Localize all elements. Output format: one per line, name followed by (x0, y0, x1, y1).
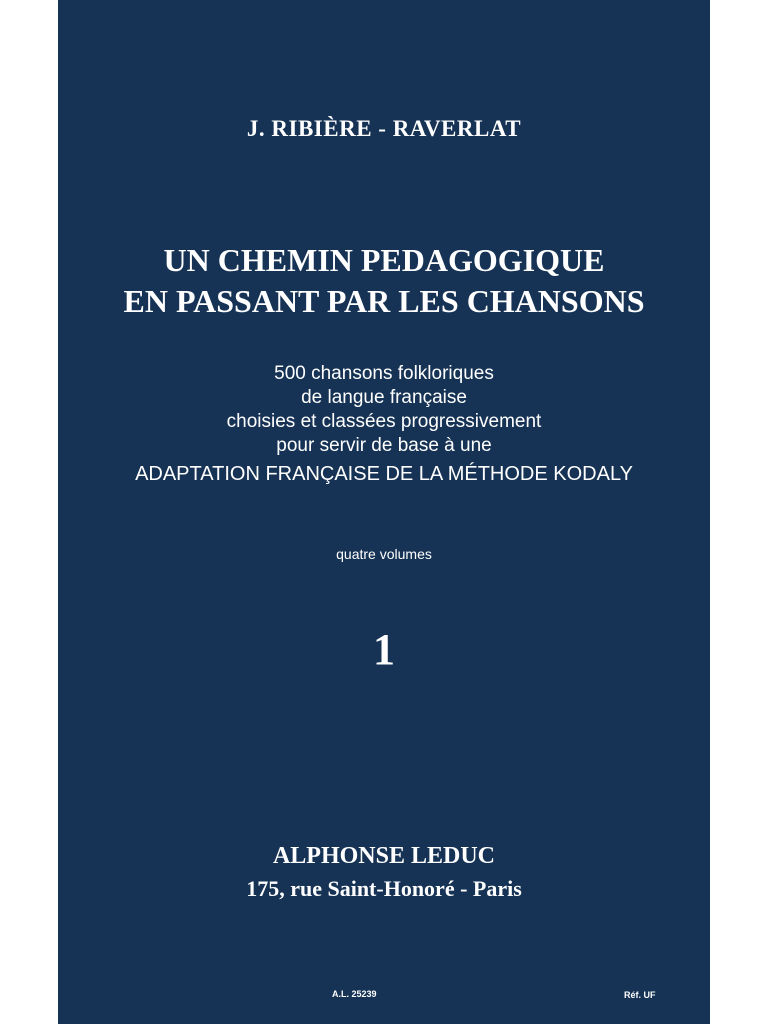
subtitle-line-3: choisies et classées progressivement (226, 411, 542, 432)
author-name: J. RIBIÈRE - RAVERLAT (246, 116, 522, 141)
subtitle-line-5: ADAPTATION FRANÇAISE DE LA MÉTHODE KODALY (135, 463, 633, 485)
publisher-address: 175, rue Saint-Honoré - Paris (246, 876, 522, 901)
subtitle-line-1: 500 chansons folkloriques (274, 363, 494, 384)
reference-code: Réf. UF (624, 990, 656, 1000)
book-cover (58, 0, 710, 1024)
subtitle-line-4: pour servir de base à une (276, 435, 492, 456)
publisher-name: ALPHONSE LEDUC (272, 843, 496, 869)
volume-number: 1 (373, 625, 395, 674)
volumes-note: quatre volumes (336, 546, 432, 562)
subtitle-line-2: de langue française (301, 387, 467, 408)
catalog-number: A.L. 25239 (332, 989, 377, 999)
title-line-2: EN PASSANT PAR LES CHANSONS (123, 283, 645, 319)
title-line-1: UN CHEMIN PEDAGOGIQUE (163, 242, 605, 278)
